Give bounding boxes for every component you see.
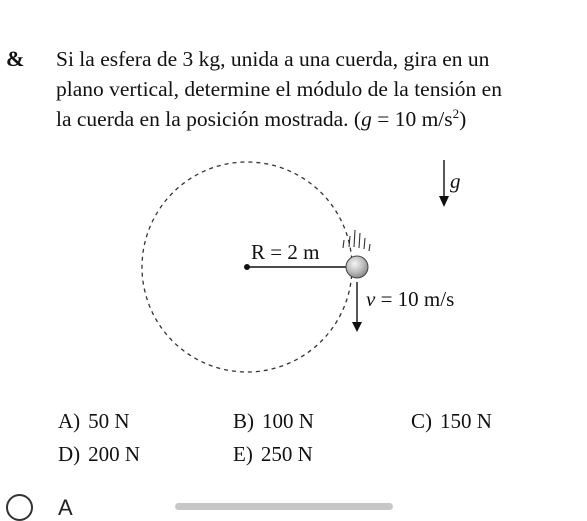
- option-c-value: 150 N: [440, 409, 492, 433]
- option-c-letter: C): [411, 409, 432, 433]
- answer-label: A: [58, 495, 73, 520]
- option-e-letter: E): [233, 442, 253, 466]
- option-e[interactable]: [233, 442, 313, 467]
- option-b[interactable]: [233, 409, 314, 434]
- gravity-label: g: [450, 169, 461, 193]
- option-a-letter: A): [58, 409, 81, 433]
- gravity-arrow-icon: [439, 160, 449, 207]
- velocity-arrow-icon: [352, 282, 362, 332]
- option-d-letter: D): [58, 442, 81, 466]
- question-line-1: Si la esfera de 3 kg, unida a una cuerda, gira en un: [56, 47, 490, 71]
- option-b-value: 100 N: [262, 409, 314, 433]
- question-line-2: plano vertical, determine el módulo de la tensión en: [56, 77, 502, 101]
- gravity-exponent: 2: [452, 105, 460, 121]
- question-line-3-text: la cuerda en la posición mostrada. (: [56, 107, 362, 131]
- physics-figure: [0, 150, 587, 385]
- answer-progress-bar: [175, 503, 393, 510]
- option-d-value: 200 N: [88, 442, 141, 466]
- option-c[interactable]: [411, 409, 492, 434]
- gravity-variable: g: [361, 107, 372, 131]
- velocity-variable: v: [366, 287, 376, 311]
- velocity-value: = 10 m/s: [375, 287, 455, 311]
- sphere: [346, 256, 368, 278]
- option-a-value: 50 N: [88, 409, 130, 433]
- option-b-letter: B): [233, 409, 254, 433]
- answer-row: [0, 488, 587, 520]
- option-d[interactable]: [58, 442, 140, 467]
- question-marker: &: [6, 46, 25, 71]
- question-line-3: [56, 104, 571, 134]
- option-e-value: 250 N: [260, 442, 313, 466]
- answer-radio-button[interactable]: [6, 494, 33, 521]
- gravity-equation: = 10 m/s: [371, 107, 453, 131]
- option-a[interactable]: [58, 409, 130, 434]
- radius-label: R = 2 m: [251, 240, 320, 264]
- velocity-label: [366, 287, 454, 311]
- question-text: [56, 44, 571, 134]
- question-line-3-close: ): [459, 107, 467, 131]
